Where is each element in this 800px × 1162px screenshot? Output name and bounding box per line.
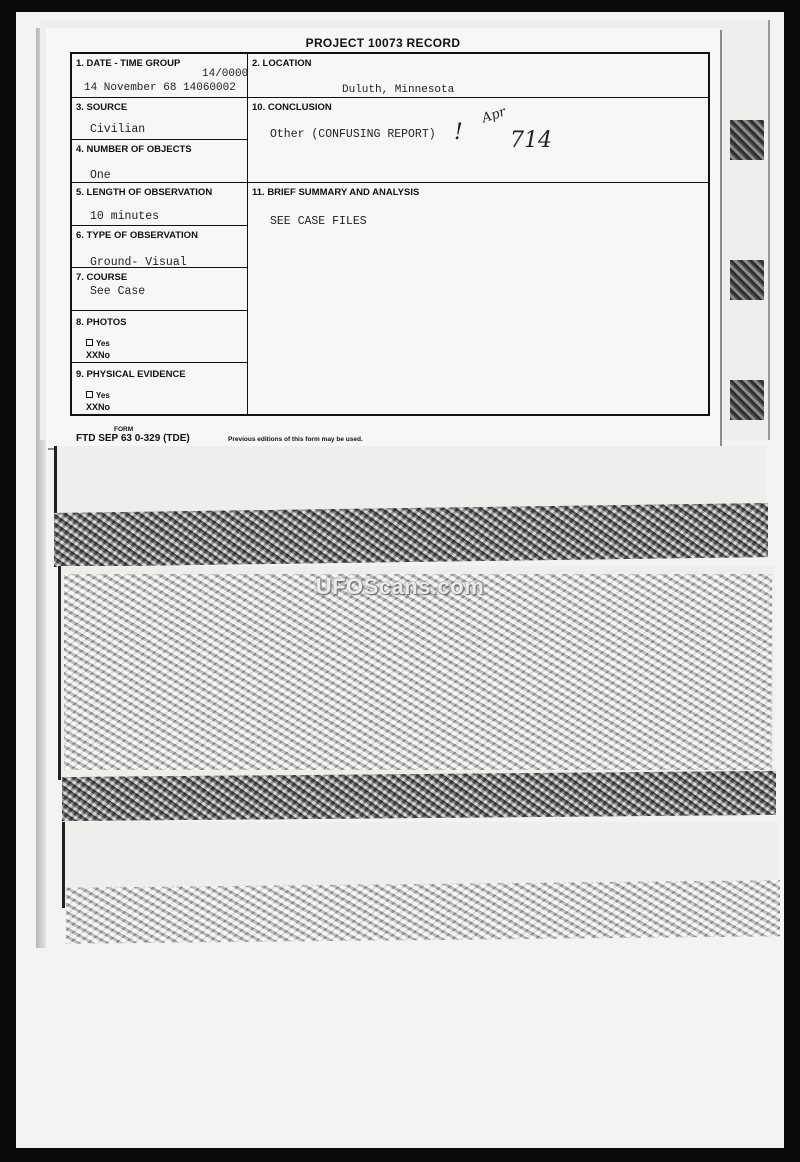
length-value: 10 minutes (90, 210, 160, 223)
form-word: FORM (114, 426, 134, 433)
date-value: 14 November 68 14060002 (84, 82, 236, 94)
handwritten-mark: ! (454, 120, 463, 145)
field-label: 9. PHYSICAL EVIDENCE (76, 369, 186, 380)
smudge-band (54, 503, 768, 567)
field-type-of-observation (72, 226, 247, 268)
time-above: 14/0000 (202, 68, 249, 80)
field-location (248, 54, 708, 98)
photos-no (86, 350, 110, 360)
right-column (248, 54, 708, 414)
field-number-of-objects (72, 140, 247, 183)
smudge-band (62, 771, 776, 821)
field-label: 4. NUMBER OF OBJECTS (76, 144, 192, 155)
field-label: 11. BRIEF SUMMARY AND ANALYSIS (252, 187, 420, 198)
objects-value: One (90, 169, 111, 182)
form-grid (70, 52, 710, 416)
field-label: 2. LOCATION (252, 58, 312, 69)
field-label: 3. SOURCE (76, 102, 128, 113)
field-label: 7. COURSE (76, 272, 128, 283)
source-value: Civilian (90, 123, 146, 136)
yes-label: Yes (96, 391, 110, 400)
checkbox-icon (86, 339, 93, 346)
course-value: See Case (90, 285, 146, 298)
smudge-mark (730, 120, 764, 160)
field-conclusion (248, 98, 708, 183)
smudge-band (66, 880, 780, 943)
form-title: PROJECT 10073 RECORD (305, 36, 461, 50)
field-label: 10. CONCLUSION (252, 102, 332, 113)
yes-label: Yes (96, 339, 110, 348)
field-photos (72, 311, 247, 363)
checkbox-icon (86, 391, 93, 398)
smudge-mark (730, 380, 764, 420)
handwritten-number: 714 (510, 128, 552, 153)
form-footer (76, 426, 716, 448)
conclusion-value: Other (CONFUSING REPORT) (270, 128, 436, 141)
photos-yes (86, 339, 110, 348)
type-value: Ground- Visual (90, 256, 187, 269)
field-label: 8. PHOTOS (76, 317, 127, 328)
field-label: 5. LENGTH OF OBSERVATION (76, 187, 213, 198)
field-length-of-observation (72, 183, 247, 226)
field-summary (248, 183, 708, 418)
record-form (46, 28, 720, 448)
evidence-yes (86, 391, 110, 400)
no-label: XXNo (86, 350, 111, 360)
field-date-time-group (72, 54, 247, 98)
smudge-mark (730, 260, 764, 300)
evidence-no (86, 402, 110, 412)
no-label: XXNo (86, 402, 111, 412)
watermark: UFOScans.com (315, 574, 485, 599)
field-label: 1. DATE - TIME GROUP (76, 58, 181, 69)
field-physical-evidence (72, 363, 247, 418)
field-course (72, 268, 247, 311)
field-source (72, 98, 247, 140)
form-note: Previous editions of this form may be used. (228, 436, 363, 443)
noise-panel (64, 574, 772, 770)
location-value: Duluth, Minnesota (342, 84, 455, 96)
left-column (72, 54, 248, 414)
summary-value: SEE CASE FILES (270, 215, 367, 228)
form-id: FTD SEP 63 0-329 (TDE) (76, 433, 190, 444)
handwritten-note: Apr (480, 104, 508, 127)
field-label: 6. TYPE OF OBSERVATION (76, 230, 198, 241)
